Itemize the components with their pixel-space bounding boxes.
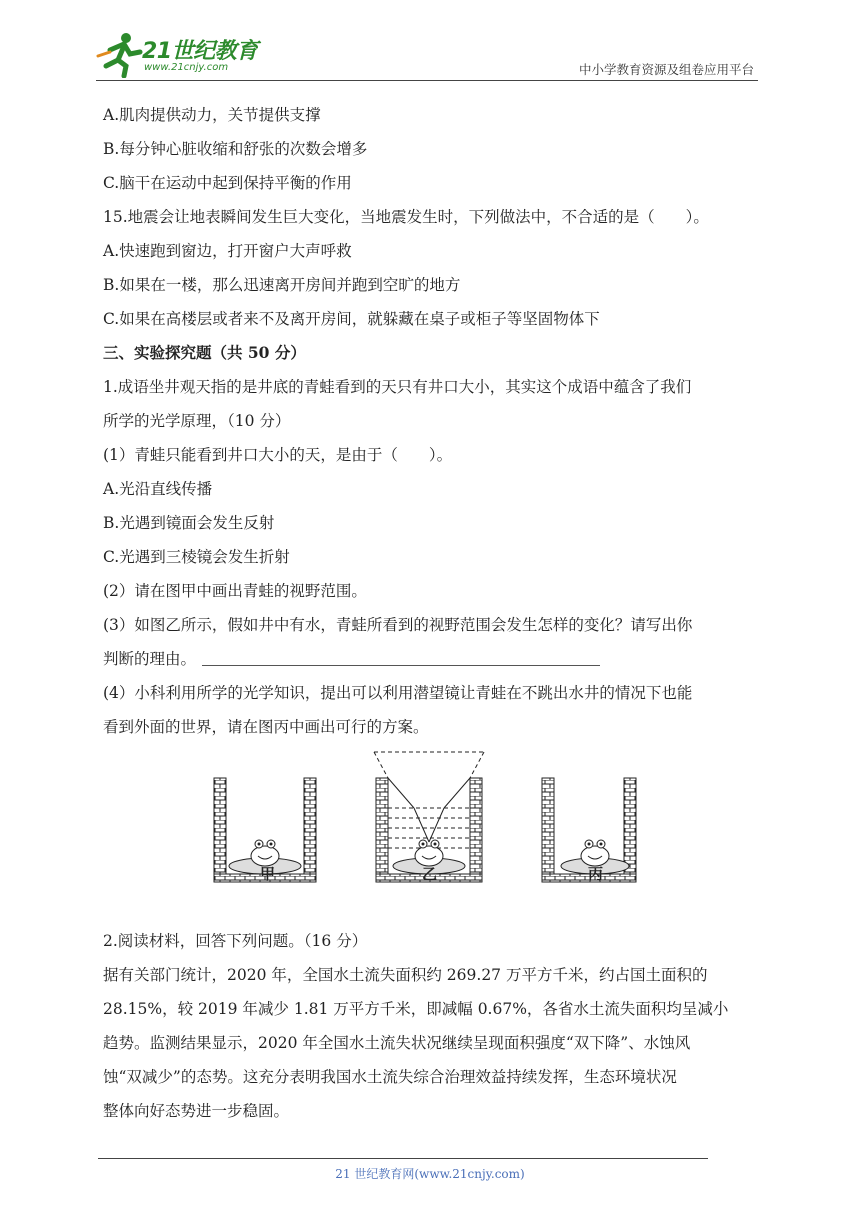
passage-line3: 趋势。监测结果显示，2020 年全国水土流失状况继续呈现面积强度“双下降”、水蚀风 [103, 1034, 691, 1052]
subquestion-3-line2 [103, 642, 773, 676]
footer-divider [98, 1158, 708, 1159]
passage-line5: 整体向好态势进一步稳固。 [103, 1102, 290, 1120]
subquestion-4-line1: (4）小科利用所学的光学知识，提出可以利用潜望镜让青蛙在不跳出水井的情况下也能 [103, 684, 693, 702]
question-1-line2: 所学的光学原理，（10 分） [103, 412, 291, 430]
site-logo [96, 30, 266, 78]
question-2: 2.阅读材料，回答下列问题。（16 分） [103, 932, 368, 950]
question-1-line1: 1.成语坐井观天指的是井底的青蛙看到的天只有井口大小，其实这个成语中蕴含了我们 [103, 378, 692, 396]
question-15: 15.地震会让地表瞬间发生巨大变化，当地震发生时，下列做法中，不合适的是（ ）。 [103, 208, 709, 226]
label-jia: 甲 [260, 865, 276, 883]
well-figure [210, 748, 640, 888]
platform-title: 中小学教育资源及组卷应用平台 [578, 62, 754, 77]
option-b-q14: B.每分钟心脏收缩和舒张的次数会增多 [103, 140, 368, 158]
label-yi: 乙 [422, 865, 438, 883]
option-c-sub1: C.光遇到三棱镜会发生折射 [103, 548, 290, 566]
option-a-q15: A.快速跑到窗边，打开窗户大声呼救 [103, 242, 352, 260]
reading-passage [103, 924, 773, 1128]
option-a-q14: A.肌肉提供动力，关节提供支撑 [103, 106, 321, 124]
subquestion-4-line2: 看到外面的世界，请在图丙中画出可行的方案。 [103, 718, 429, 736]
logo-text: 21世纪教育 [142, 39, 258, 64]
passage-line2: 28.15%，较 2019 年减少 1.81 万平方千米，即减幅 0.67%，各省水土流失面积均呈减小 [103, 1000, 729, 1018]
option-a-sub1: A.光沿直线传播 [103, 480, 213, 498]
passage-line4: 蚀“双减少”的态势。这充分表明我国水土流失综合治理效益持续发挥，生态环境状况 [103, 1068, 677, 1086]
option-c-q14: C.脑干在运动中起到保持平衡的作用 [103, 174, 352, 192]
option-c-q15: C.如果在高楼层或者来不及离开房间，就躲藏在桌子或柜子等坚固物体下 [103, 310, 600, 328]
option-b-q15: B.如果在一楼，那么迅速离开房间并跑到空旷的地方 [103, 276, 461, 294]
section-heading: 三、实验探究题（共 50 分） [103, 343, 306, 362]
subquestion-1: (1）青蛙只能看到井口大小的天，是由于（ ）。 [103, 446, 453, 464]
page-header [96, 30, 758, 82]
option-b-sub1: B.光遇到镜面会发生反射 [103, 514, 275, 532]
header-divider [96, 80, 758, 81]
subquestion-3-text: 判断的理由。 [103, 650, 197, 668]
subquestion-3-line1: (3）如图乙所示，假如井中有水，青蛙所看到的视野范围会发生怎样的变化？请写出你 [103, 616, 693, 634]
footer-text[interactable]: 21 世纪教育网(www.21cnjy.com) [335, 1167, 525, 1181]
logo-url: www.21cnjy.com [144, 62, 229, 73]
subquestion-2: (2）请在图甲中画出青蛙的视野范围。 [103, 582, 367, 600]
answer-blank[interactable] [202, 647, 600, 666]
runner-logo-icon [96, 30, 144, 78]
label-bing: 丙 [588, 865, 604, 883]
document-body [103, 98, 773, 744]
passage-line1: 据有关部门统计，2020 年，全国水土流失面积约 269.27 万平方千米，约占国土面积的 [103, 966, 708, 984]
